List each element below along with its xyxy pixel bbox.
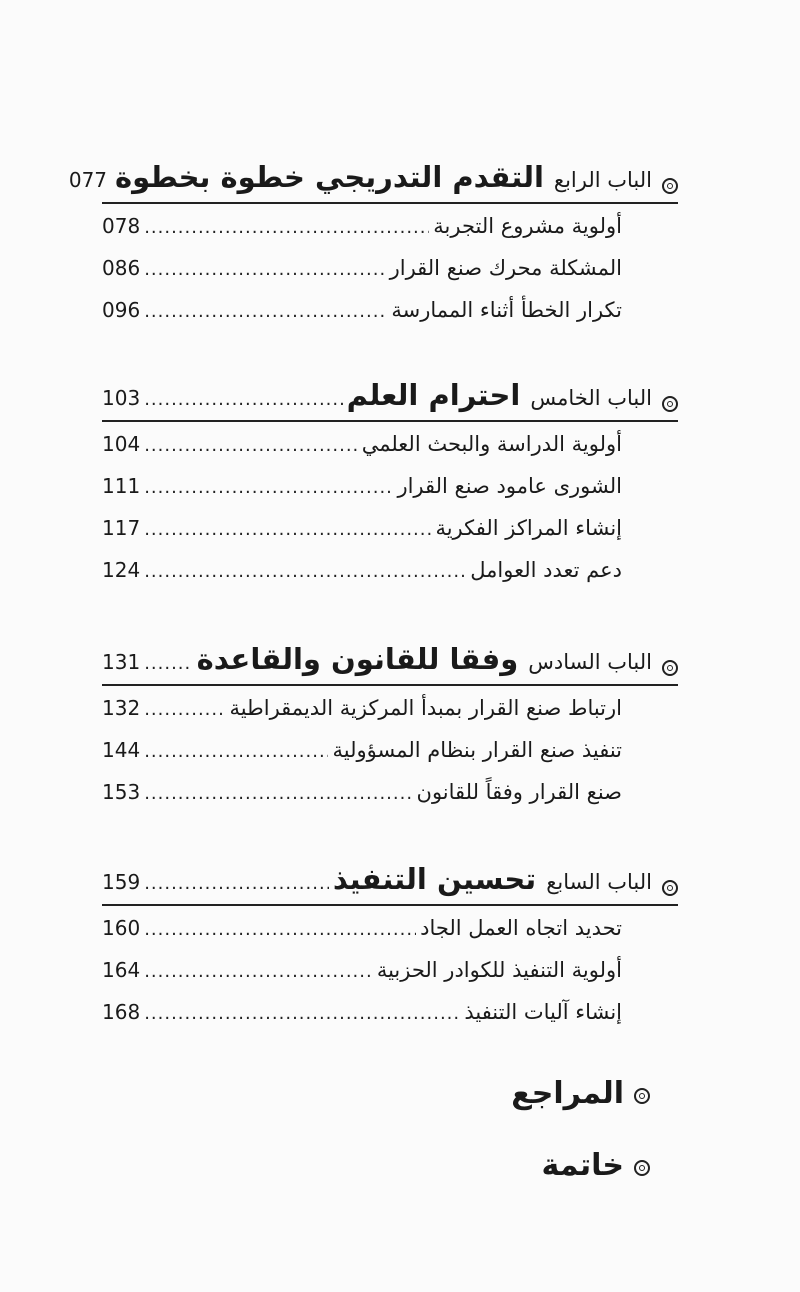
section-title: خاتمة: [541, 1148, 624, 1183]
leader-dots: [144, 653, 192, 674]
entry-title: تكرار الخطأ أثناء الممارسة: [391, 297, 622, 322]
leader-dots: [144, 961, 373, 982]
list-item[interactable]: [102, 1000, 622, 1042]
double-circle-bullet-icon: [662, 178, 678, 194]
chapter-heading[interactable]: [68, 160, 678, 194]
entry-title: إنشاء آليات التنفيذ: [464, 999, 622, 1024]
entry-list: [102, 916, 622, 1042]
chapter-rule: [102, 202, 678, 204]
chapter-rule: [102, 904, 678, 906]
page-number: 078: [102, 213, 141, 238]
chapter-heading[interactable]: [102, 378, 678, 412]
leader-dots: [144, 477, 393, 498]
list-item[interactable]: [102, 298, 622, 340]
list-item[interactable]: [102, 696, 622, 738]
page-number: 168: [102, 999, 141, 1024]
page-number: 160: [102, 915, 141, 940]
entry-title: تحديد اتجاه العمل الجاد: [420, 915, 622, 940]
double-circle-bullet-icon: [662, 660, 678, 676]
leader-dots: [144, 783, 412, 804]
entry-list: [102, 696, 622, 822]
page-number: 124: [102, 557, 141, 582]
list-item[interactable]: [102, 432, 622, 474]
leader-dots: [144, 435, 358, 456]
entry-title: تنفيذ صنع القرار بنظام المسؤولية: [332, 737, 622, 762]
entry-title: أولوية التنفيذ للكوادر الحزبية: [376, 957, 622, 982]
chapter-rule: [102, 420, 678, 422]
leader-dots: [144, 301, 387, 322]
list-item[interactable]: [102, 738, 622, 780]
page-number: 096: [102, 297, 141, 322]
page-number: 111: [102, 473, 141, 498]
leader-dots: [144, 741, 328, 762]
chapter-title: وفقا للقانون والقاعدة: [196, 642, 519, 676]
leader-dots: [144, 919, 416, 940]
page-number: 104: [102, 431, 141, 456]
double-circle-bullet-icon: [662, 880, 678, 896]
page-number: 103: [102, 386, 141, 410]
leader-dots: [144, 519, 431, 540]
entry-title: أولوية مشروع التجربة: [433, 213, 622, 238]
chapter-label: الباب السادس: [528, 650, 652, 674]
chapter-heading[interactable]: [102, 862, 678, 896]
page-number: 159: [102, 870, 141, 894]
entry-title: أولوية الدراسة والبحث العلمي: [361, 431, 622, 456]
page-number: 077: [68, 168, 108, 192]
chapter-section-6: [102, 642, 678, 822]
page-number: 086: [102, 255, 141, 280]
list-item[interactable]: [102, 558, 622, 600]
list-item[interactable]: [102, 916, 622, 958]
toc-item-conclusion[interactable]: [542, 1148, 650, 1183]
double-circle-bullet-icon: [634, 1088, 650, 1104]
chapter-title: تحسين التنفيذ: [332, 862, 537, 896]
chapter-section-4: [68, 160, 678, 340]
list-item[interactable]: [102, 214, 622, 256]
chapter-section-5: [102, 378, 678, 600]
section-title: المراجع: [511, 1076, 624, 1111]
leader-dots: [144, 873, 329, 894]
page-number: 153: [102, 779, 141, 804]
leader-dots: [144, 561, 466, 582]
chapter-label: الباب السابع: [546, 870, 652, 894]
page-number: 131: [102, 650, 141, 674]
entry-list: [102, 432, 622, 600]
page-number: 117: [102, 515, 141, 540]
chapter-title: احترام العلم: [346, 378, 521, 412]
leader-dots: [144, 1003, 460, 1024]
chapter-rule: [102, 684, 678, 686]
double-circle-bullet-icon: [662, 396, 678, 412]
double-circle-bullet-icon: [634, 1160, 650, 1176]
page-number: 132: [102, 695, 141, 720]
entry-title: المشكلة محرك صنع القرار: [389, 255, 622, 280]
list-item[interactable]: [102, 780, 622, 822]
chapter-section-7: [102, 862, 678, 1042]
entry-title: دعم تعدد العوامل: [470, 557, 622, 582]
toc-item-references[interactable]: [511, 1076, 650, 1111]
list-item[interactable]: [102, 256, 622, 298]
chapter-label: الباب الخامس: [530, 386, 652, 410]
leader-dots: [144, 217, 429, 238]
page-number: 164: [102, 957, 141, 982]
leader-dots: [144, 389, 342, 410]
chapter-label: الباب الرابع: [553, 168, 652, 192]
list-item[interactable]: [102, 474, 622, 516]
page-number: 144: [102, 737, 141, 762]
entry-list: [102, 214, 622, 340]
entry-title: ارتباط صنع القرار بمبدأ المركزية الديمقراطية: [229, 695, 622, 720]
entry-title: الشورى عامود صنع القرار: [397, 473, 622, 498]
chapter-heading[interactable]: [102, 642, 678, 676]
leader-dots: [144, 699, 225, 720]
chapter-title: التقدم التدريجي خطوة بخطوة: [115, 160, 544, 194]
leader-dots: [144, 259, 385, 280]
entry-title: إنشاء المراكز الفكرية: [435, 515, 622, 540]
entry-title: صنع القرار وفقاً للقانون: [416, 779, 622, 804]
list-item[interactable]: [102, 516, 622, 558]
list-item[interactable]: [102, 958, 622, 1000]
